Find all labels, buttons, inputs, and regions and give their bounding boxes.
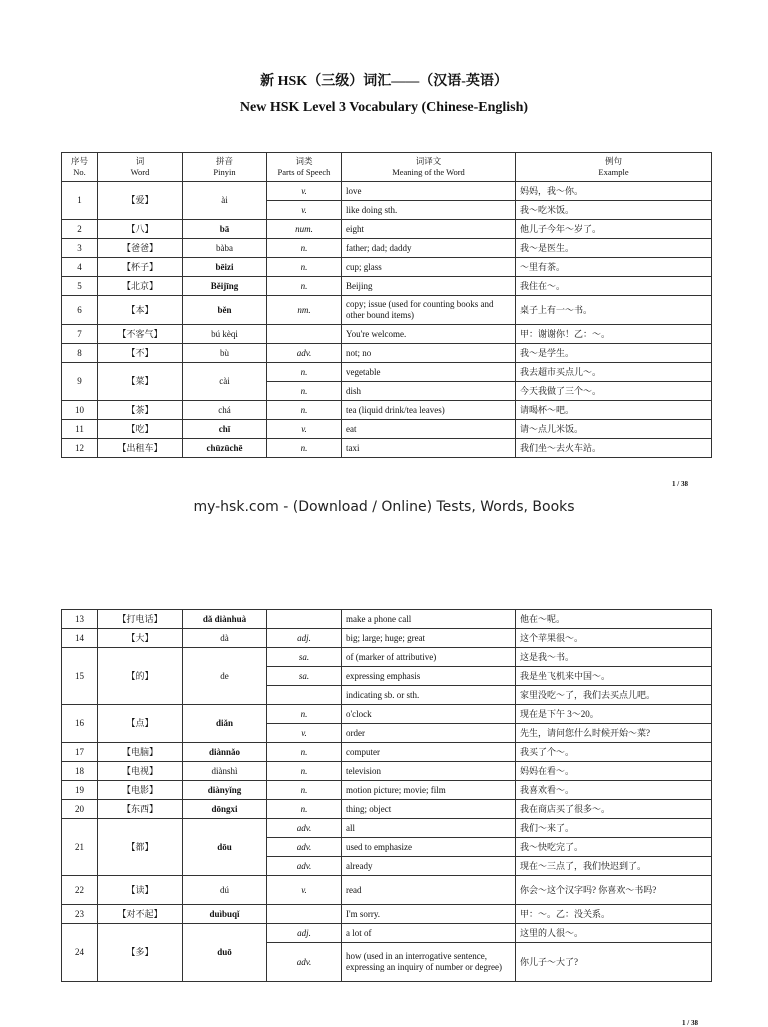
entry-example: 你儿子～大了?: [516, 943, 712, 982]
entry-meaning: of (marker of attributive): [342, 648, 516, 667]
entry-number: 10: [62, 401, 98, 420]
entry-meaning: motion picture; movie; film: [342, 781, 516, 800]
entry-number: 9: [62, 363, 98, 401]
entry-number: 2: [62, 220, 98, 239]
entry-pinyin: bù: [183, 344, 267, 363]
entry-example: 我～吃米饭。: [516, 201, 712, 220]
entry-example: 这是我～书。: [516, 648, 712, 667]
table-row: [62, 905, 712, 924]
entry-pinyin: diànyǐng: [183, 781, 267, 800]
entry-example: 妈妈在看～。: [516, 762, 712, 781]
entry-pinyin: bàba: [183, 239, 267, 258]
vocabulary-table-page2: [61, 609, 712, 982]
entry-word: 【读】: [98, 876, 183, 905]
entry-example: ～里有茶。: [516, 258, 712, 277]
entry-meaning: I'm sorry.: [342, 905, 516, 924]
entry-pinyin: dōu: [183, 819, 267, 876]
entry-word: 【茶】: [98, 401, 183, 420]
entry-meaning: a lot of: [342, 924, 516, 943]
entry-number: 21: [62, 819, 98, 876]
entry-part-of-speech: n.: [267, 363, 342, 382]
entry-pinyin: de: [183, 648, 267, 705]
entry-part-of-speech: [267, 905, 342, 924]
entry-meaning: dish: [342, 382, 516, 401]
entry-number: 4: [62, 258, 98, 277]
entry-meaning: already: [342, 857, 516, 876]
entry-word: 【东西】: [98, 800, 183, 819]
entry-pinyin: Běijīng: [183, 277, 267, 296]
table-body-page1: [62, 182, 712, 458]
entry-meaning: big; large; huge; great: [342, 629, 516, 648]
entry-meaning: like doing sth.: [342, 201, 516, 220]
entry-part-of-speech: [267, 610, 342, 629]
entry-example: 今天我做了三个～。: [516, 382, 712, 401]
table-row: [62, 781, 712, 800]
entry-pinyin: bēizi: [183, 258, 267, 277]
table-row: [62, 629, 712, 648]
entry-meaning: television: [342, 762, 516, 781]
table-row: [62, 220, 712, 239]
entry-pinyin: běn: [183, 296, 267, 325]
entry-example: 现在～三点了，我们快迟到了。: [516, 857, 712, 876]
header-meaning: 词译文 Meaning of the Word: [342, 153, 516, 182]
entry-number: 22: [62, 876, 98, 905]
page-number-bottom: 1 / 38: [682, 1019, 698, 1027]
entry-example: 我～快吃完了。: [516, 838, 712, 857]
entry-word: 【的】: [98, 648, 183, 705]
document-title-chinese: 新 HSK（三级）词汇——（汉语-英语）: [260, 74, 508, 89]
entry-part-of-speech: adj.: [267, 629, 342, 648]
entry-meaning: make a phone call: [342, 610, 516, 629]
table-row: [62, 876, 712, 905]
entry-number: 15: [62, 648, 98, 705]
entry-meaning: indicating sb. or sth.: [342, 686, 516, 705]
table-row: [62, 762, 712, 781]
entry-example: 我去超市买点儿～。: [516, 363, 712, 382]
entry-part-of-speech: n.: [267, 705, 342, 724]
entry-meaning: taxi: [342, 439, 516, 458]
entry-meaning: order: [342, 724, 516, 743]
entry-meaning: cup; glass: [342, 258, 516, 277]
entry-example: 我喜欢看～。: [516, 781, 712, 800]
header-pinyin: 拼音 Pinyin: [183, 153, 267, 182]
entry-part-of-speech: adv.: [267, 819, 342, 838]
entry-pinyin: duō: [183, 924, 267, 982]
entry-example: 我是坐飞机来中国～。: [516, 667, 712, 686]
entry-number: 12: [62, 439, 98, 458]
entry-word: 【爸爸】: [98, 239, 183, 258]
table-row: [62, 800, 712, 819]
entry-part-of-speech: sa.: [267, 648, 342, 667]
entry-part-of-speech: v.: [267, 201, 342, 220]
entry-meaning: how (used in an interrogative sentence, expressing an inquiry of number or degree): [342, 943, 516, 982]
entry-example: 我们～来了。: [516, 819, 712, 838]
entry-word: 【电视】: [98, 762, 183, 781]
entry-example: 我买了个～。: [516, 743, 712, 762]
entry-meaning: eat: [342, 420, 516, 439]
entry-example: 他儿子今年～岁了。: [516, 220, 712, 239]
entry-meaning: expressing emphasis: [342, 667, 516, 686]
entry-part-of-speech: adv.: [267, 344, 342, 363]
entry-example: 我住在～。: [516, 277, 712, 296]
entry-example: 甲：～。乙：没关系。: [516, 905, 712, 924]
entry-word: 【吃】: [98, 420, 183, 439]
entry-part-of-speech: n.: [267, 258, 342, 277]
table-row: [62, 705, 712, 724]
entry-meaning: vegetable: [342, 363, 516, 382]
entry-word: 【北京】: [98, 277, 183, 296]
table-row: [62, 401, 712, 420]
table-row: [62, 363, 712, 382]
header-example: 例句 Example: [516, 153, 712, 182]
header-word: 词 Word: [98, 153, 183, 182]
entry-word: 【不】: [98, 344, 183, 363]
entry-example: 他在～呢。: [516, 610, 712, 629]
entry-part-of-speech: sa.: [267, 667, 342, 686]
entry-pinyin: bā: [183, 220, 267, 239]
entry-number: 14: [62, 629, 98, 648]
entry-word: 【出租车】: [98, 439, 183, 458]
entry-number: 5: [62, 277, 98, 296]
entry-number: 24: [62, 924, 98, 982]
table-body-page2: [62, 610, 712, 982]
table-row: [62, 182, 712, 201]
entry-number: 6: [62, 296, 98, 325]
entry-pinyin: duìbuqǐ: [183, 905, 267, 924]
entry-number: 3: [62, 239, 98, 258]
entry-pinyin: chī: [183, 420, 267, 439]
entry-word: 【打电话】: [98, 610, 183, 629]
header-no: 序号 No.: [62, 153, 98, 182]
entry-part-of-speech: num.: [267, 220, 342, 239]
entry-part-of-speech: n.: [267, 762, 342, 781]
vocabulary-table-page1: [61, 152, 712, 458]
entry-number: 18: [62, 762, 98, 781]
entry-part-of-speech: adj.: [267, 924, 342, 943]
entry-word: 【杯子】: [98, 258, 183, 277]
entry-example: 这个苹果很～。: [516, 629, 712, 648]
entry-part-of-speech: nm.: [267, 296, 342, 325]
entry-meaning: You're welcome.: [342, 325, 516, 344]
entry-example: 现在是下午 3～20。: [516, 705, 712, 724]
entry-example: 我～是医生。: [516, 239, 712, 258]
entry-part-of-speech: n.: [267, 743, 342, 762]
entry-word: 【多】: [98, 924, 183, 982]
document-title-english: New HSK Level 3 Vocabulary (Chinese-English): [239, 100, 529, 115]
entry-part-of-speech: adv.: [267, 838, 342, 857]
entry-number: 17: [62, 743, 98, 762]
entry-example: 先生，请问您什么时候开始～菜?: [516, 724, 712, 743]
entry-number: 13: [62, 610, 98, 629]
entry-pinyin: dōngxi: [183, 800, 267, 819]
entry-pinyin: diǎn: [183, 705, 267, 743]
header-parts-of-speech: 词类 Parts of Speech: [267, 153, 342, 182]
entry-number: 1: [62, 182, 98, 220]
entry-meaning: read: [342, 876, 516, 905]
table-row: [62, 420, 712, 439]
entry-part-of-speech: v.: [267, 420, 342, 439]
table-row: [62, 924, 712, 943]
entry-word: 【电影】: [98, 781, 183, 800]
entry-part-of-speech: [267, 686, 342, 705]
table-row: [62, 648, 712, 667]
table-row: [62, 258, 712, 277]
entry-part-of-speech: n.: [267, 781, 342, 800]
table-row: [62, 239, 712, 258]
entry-part-of-speech: n.: [267, 800, 342, 819]
entry-meaning: thing; object: [342, 800, 516, 819]
entry-meaning: father; dad; daddy: [342, 239, 516, 258]
entry-number: 23: [62, 905, 98, 924]
table-row: [62, 610, 712, 629]
entry-example: 请～点儿米饭。: [516, 420, 712, 439]
entry-meaning: eight: [342, 220, 516, 239]
entry-part-of-speech: n.: [267, 277, 342, 296]
entry-part-of-speech: v.: [267, 876, 342, 905]
table-row: [62, 344, 712, 363]
entry-part-of-speech: n.: [267, 382, 342, 401]
entry-example: 这里的人很～。: [516, 924, 712, 943]
entry-word: 【对不起】: [98, 905, 183, 924]
entry-part-of-speech: adv.: [267, 943, 342, 982]
entry-word: 【电脑】: [98, 743, 183, 762]
entry-pinyin: dǎ diànhuà: [183, 610, 267, 629]
table-row: [62, 277, 712, 296]
entry-number: 7: [62, 325, 98, 344]
entry-part-of-speech: n.: [267, 401, 342, 420]
entry-word: 【不客气】: [98, 325, 183, 344]
entry-word: 【本】: [98, 296, 183, 325]
entry-number: 16: [62, 705, 98, 743]
entry-meaning: computer: [342, 743, 516, 762]
entry-number: 11: [62, 420, 98, 439]
entry-number: 19: [62, 781, 98, 800]
entry-example: 甲：谢谢你！乙：～。: [516, 325, 712, 344]
entry-meaning: love: [342, 182, 516, 201]
entry-number: 8: [62, 344, 98, 363]
entry-pinyin: ài: [183, 182, 267, 220]
entry-pinyin: chūzūchē: [183, 439, 267, 458]
entry-meaning: all: [342, 819, 516, 838]
table-row: [62, 819, 712, 838]
entry-part-of-speech: n.: [267, 239, 342, 258]
entry-pinyin: dú: [183, 876, 267, 905]
entry-example: 我在商店买了很多～。: [516, 800, 712, 819]
entry-example: 我～是学生。: [516, 344, 712, 363]
entry-word: 【菜】: [98, 363, 183, 401]
entry-word: 【大】: [98, 629, 183, 648]
entry-word: 【爱】: [98, 182, 183, 220]
entry-pinyin: chá: [183, 401, 267, 420]
table-row: [62, 743, 712, 762]
table-header-row: [62, 153, 712, 182]
entry-word: 【八】: [98, 220, 183, 239]
page-number: 1 / 38: [672, 480, 688, 488]
entry-meaning: not; no: [342, 344, 516, 363]
entry-example: 妈妈，我～你。: [516, 182, 712, 201]
entry-meaning: used to emphasize: [342, 838, 516, 857]
entry-example: 桌子上有一～书。: [516, 296, 712, 325]
entry-meaning: tea (liquid drink/tea leaves): [342, 401, 516, 420]
entry-pinyin: cài: [183, 363, 267, 401]
entry-pinyin: bú kèqi: [183, 325, 267, 344]
entry-pinyin: dà: [183, 629, 267, 648]
entry-word: 【都】: [98, 819, 183, 876]
entry-number: 20: [62, 800, 98, 819]
entry-part-of-speech: v.: [267, 724, 342, 743]
entry-word: 【点】: [98, 705, 183, 743]
entry-part-of-speech: [267, 325, 342, 344]
entry-pinyin: diànnǎo: [183, 743, 267, 762]
entry-part-of-speech: v.: [267, 182, 342, 201]
table-row: [62, 439, 712, 458]
entry-example: 我们坐～去火车站。: [516, 439, 712, 458]
entry-part-of-speech: n.: [267, 439, 342, 458]
table-row: [62, 325, 712, 344]
entry-part-of-speech: adv.: [267, 857, 342, 876]
entry-example: 家里没吃～了，我们去买点儿吧。: [516, 686, 712, 705]
entry-meaning: o'clock: [342, 705, 516, 724]
table-row: [62, 296, 712, 325]
site-footer-banner: my-hsk.com - (Download / Online) Tests, Words, Books: [193, 499, 575, 515]
entry-pinyin: diànshì: [183, 762, 267, 781]
entry-example: 你会～这个汉字吗? 你喜欢～书吗?: [516, 876, 712, 905]
entry-meaning: copy; issue (used for counting books and other bound items): [342, 296, 516, 325]
entry-example: 请喝杯～吧。: [516, 401, 712, 420]
entry-meaning: Beijing: [342, 277, 516, 296]
